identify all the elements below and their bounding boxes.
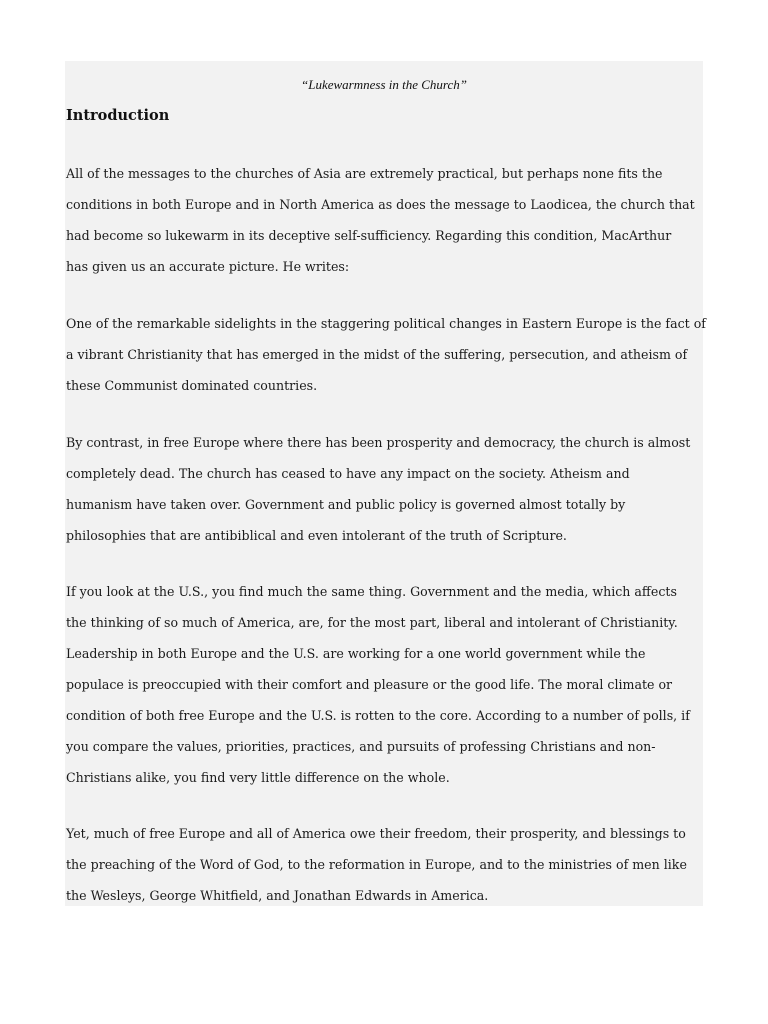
text-line: humanism have taken over. Government and public policy is governed almost totally by xyxy=(66,497,626,512)
text-line: these Communist dominated countries. xyxy=(66,378,318,393)
text-line: the thinking of so much of America, are, for the most part, liberal and intolerant of Christianity. xyxy=(66,615,678,630)
text-line: One of the remarkable sidelights in the staggering political changes in Eastern Europe is the fact of xyxy=(66,316,706,331)
text-line: conditions in both Europe and in North America as does the message to Laodicea, the church that xyxy=(66,197,695,212)
paragraph-3 xyxy=(66,427,706,551)
text-line: All of the messages to the churches of Asia are extremely practical, but perhaps none fits the xyxy=(66,166,663,181)
section-heading: Introduction xyxy=(66,107,170,124)
text-line: the preaching of the Word of God, to the reformation in Europe, and to the ministries of men like xyxy=(66,857,687,872)
document-page xyxy=(65,61,706,906)
text-line: had become so lukewarm in its deceptive self-sufficiency. Regarding this condition, MacArthur xyxy=(66,228,672,243)
text-line: Yet, much of free Europe and all of America owe their freedom, their prosperity, and blessings to xyxy=(66,826,686,841)
text-line: condition of both free Europe and the U.S. is rotten to the core. According to a number of polls, if xyxy=(66,708,690,723)
paragraph-4 xyxy=(66,576,706,793)
text-line: Leadership in both Europe and the U.S. are working for a one world government while the xyxy=(66,646,646,661)
text-line: If you look at the U.S., you find much the same thing. Government and the media, which affects xyxy=(66,584,677,599)
text-line: Christians alike, you find very little difference on the whole. xyxy=(66,770,450,785)
text-line: a vibrant Christianity that has emerged in the midst of the suffering, persecution, and atheism of xyxy=(66,347,688,362)
text-line: completely dead. The church has ceased to have any impact on the society. Atheism and xyxy=(66,466,630,481)
document-title: “Lukewarmness in the Church” xyxy=(301,77,467,92)
text-line: populace is preoccupied with their comfort and pleasure or the good life. The moral climate or xyxy=(66,677,673,692)
text-line: By contrast, in free Europe where there has been prosperity and democracy, the church is almost xyxy=(66,435,691,450)
text-line: philosophies that are antibiblical and even intolerant of the truth of Scripture. xyxy=(66,528,567,543)
paragraph-2 xyxy=(66,308,706,401)
text-line: the Wesleys, George Whitfield, and Jonathan Edwards in America. xyxy=(66,888,489,903)
text-line: you compare the values, priorities, practices, and pursuits of professing Christians and non- xyxy=(66,739,656,754)
paragraph-1 xyxy=(66,158,706,282)
paragraph-5 xyxy=(66,818,706,911)
text-line: has given us an accurate picture. He writes: xyxy=(66,259,350,274)
